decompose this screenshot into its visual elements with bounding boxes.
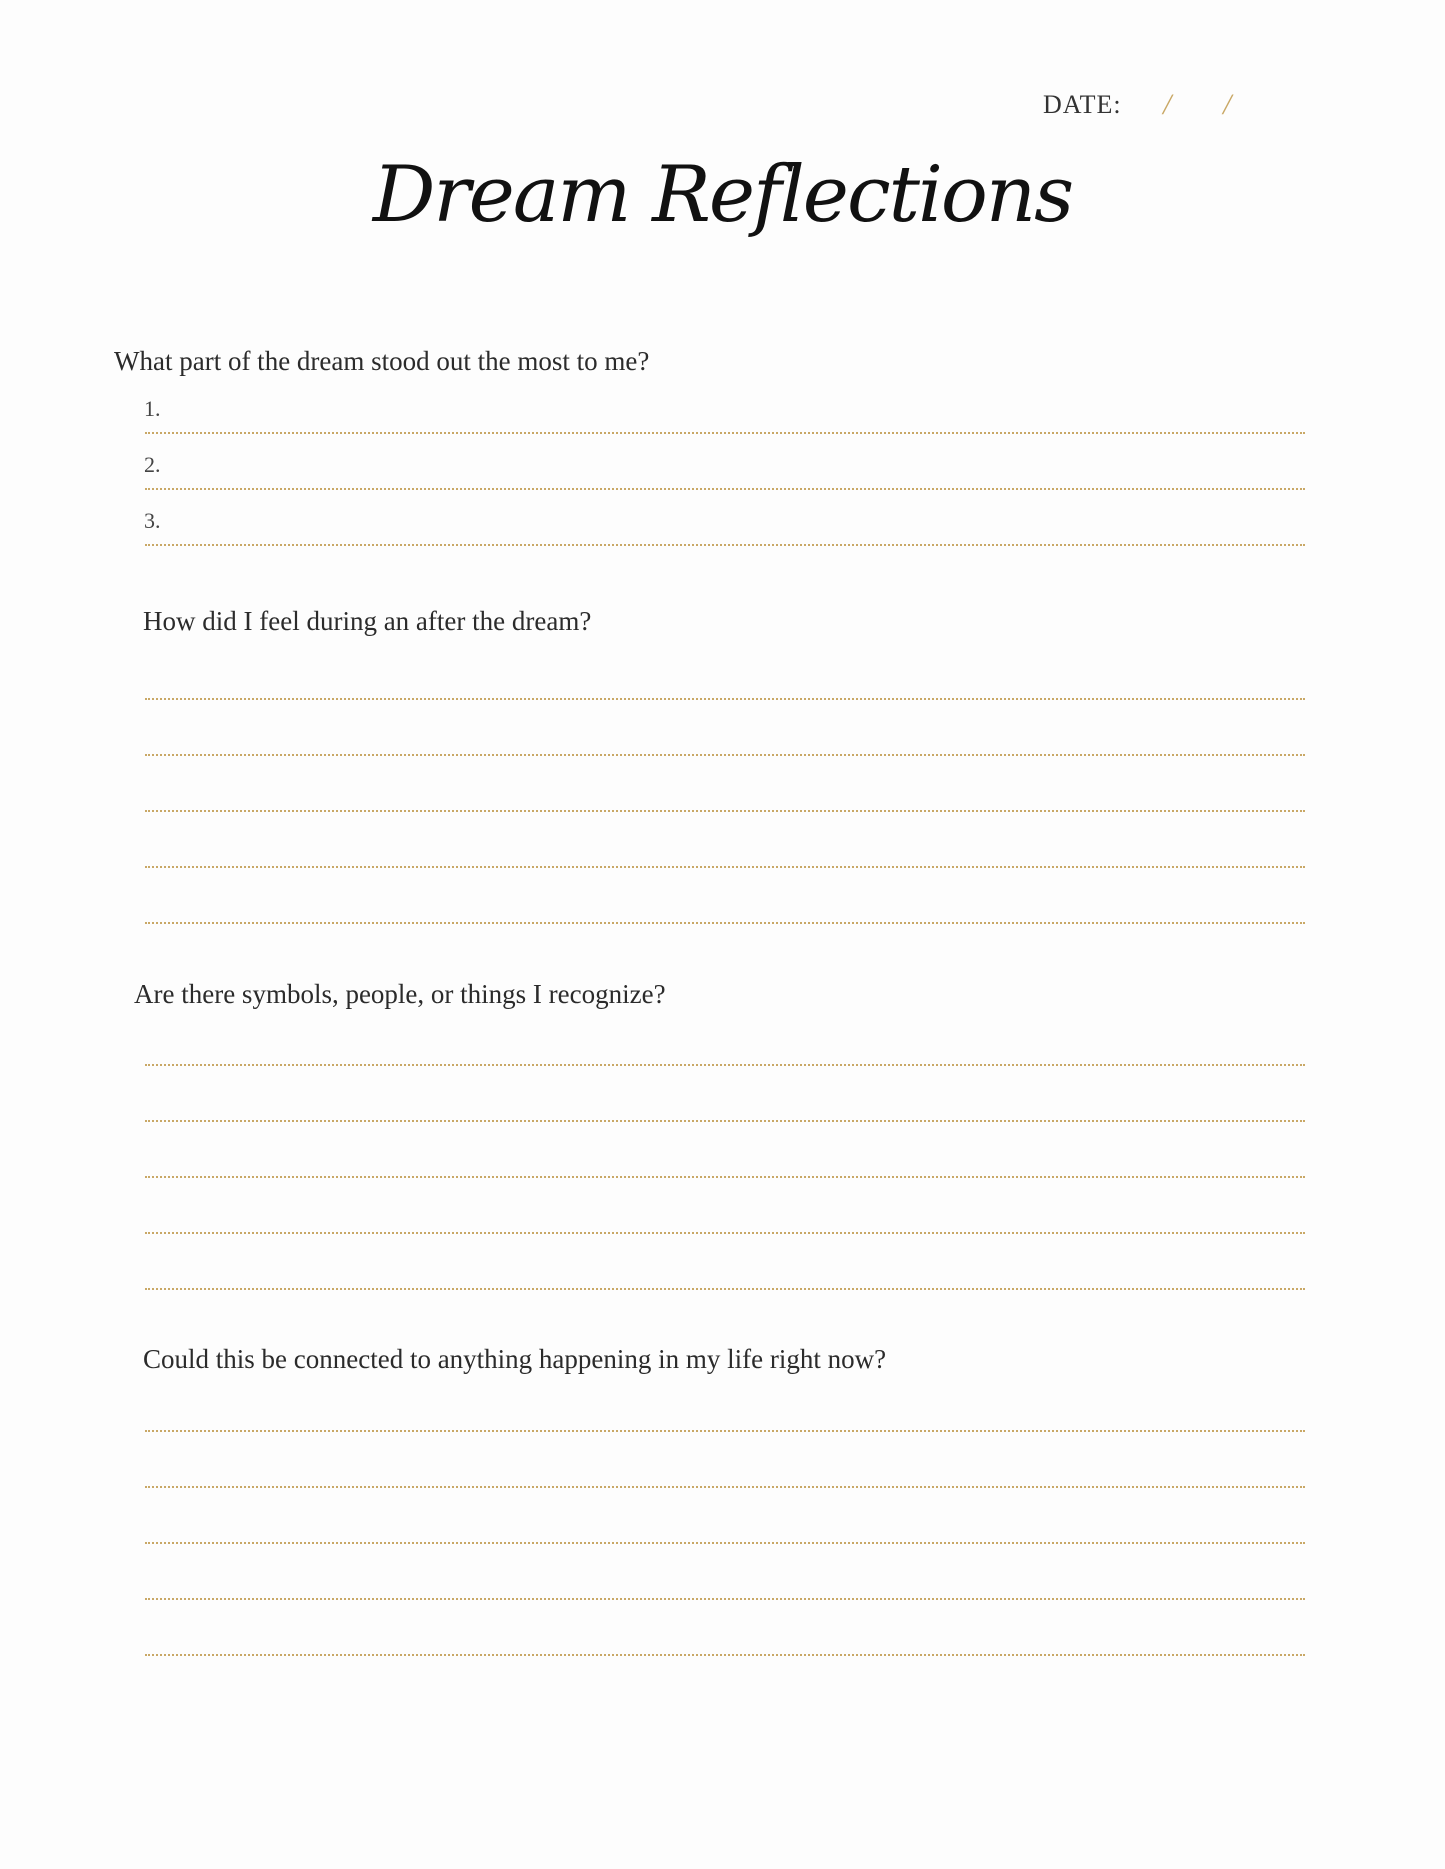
answer-line-3-3[interactable]	[145, 1176, 1305, 1178]
answer-line-4-5[interactable]	[145, 1654, 1305, 1656]
list-number-1: 1.	[144, 396, 161, 421]
answer-line-3-1[interactable]	[145, 1064, 1305, 1066]
answer-line-2-4[interactable]	[145, 866, 1305, 868]
answer-line-2-5[interactable]	[145, 922, 1305, 924]
question-1: What part of the dream stood out the most to me?	[114, 346, 650, 376]
answer-line-4-4[interactable]	[145, 1598, 1305, 1600]
answer-line-3-4[interactable]	[145, 1232, 1305, 1234]
list-number-2: 2.	[144, 452, 161, 477]
question-3: Are there symbols, people, or things I recognize?	[134, 979, 666, 1009]
answer-line-2-2[interactable]	[145, 754, 1305, 756]
answer-line-1-1[interactable]	[145, 432, 1305, 434]
answer-line-2-3[interactable]	[145, 810, 1305, 812]
answer-line-2-1[interactable]	[145, 698, 1305, 700]
date-separator-2: /	[1223, 88, 1232, 121]
question-2: How did I feel during an after the dream?	[143, 606, 592, 636]
answer-line-1-2[interactable]	[145, 488, 1305, 490]
page-title: Dream Reflections	[372, 150, 1073, 240]
list-number-3: 3.	[144, 508, 161, 533]
answer-line-3-2[interactable]	[145, 1120, 1305, 1122]
question-4: Could this be connected to anything happening in my life right now?	[143, 1344, 887, 1374]
answer-line-3-5[interactable]	[145, 1288, 1305, 1290]
date-label: DATE:	[1043, 90, 1122, 119]
date-separator-1: /	[1163, 88, 1172, 121]
answer-line-1-3[interactable]	[145, 544, 1305, 546]
answer-line-4-1[interactable]	[145, 1430, 1305, 1432]
answer-line-4-3[interactable]	[145, 1542, 1305, 1544]
answer-line-4-2[interactable]	[145, 1486, 1305, 1488]
